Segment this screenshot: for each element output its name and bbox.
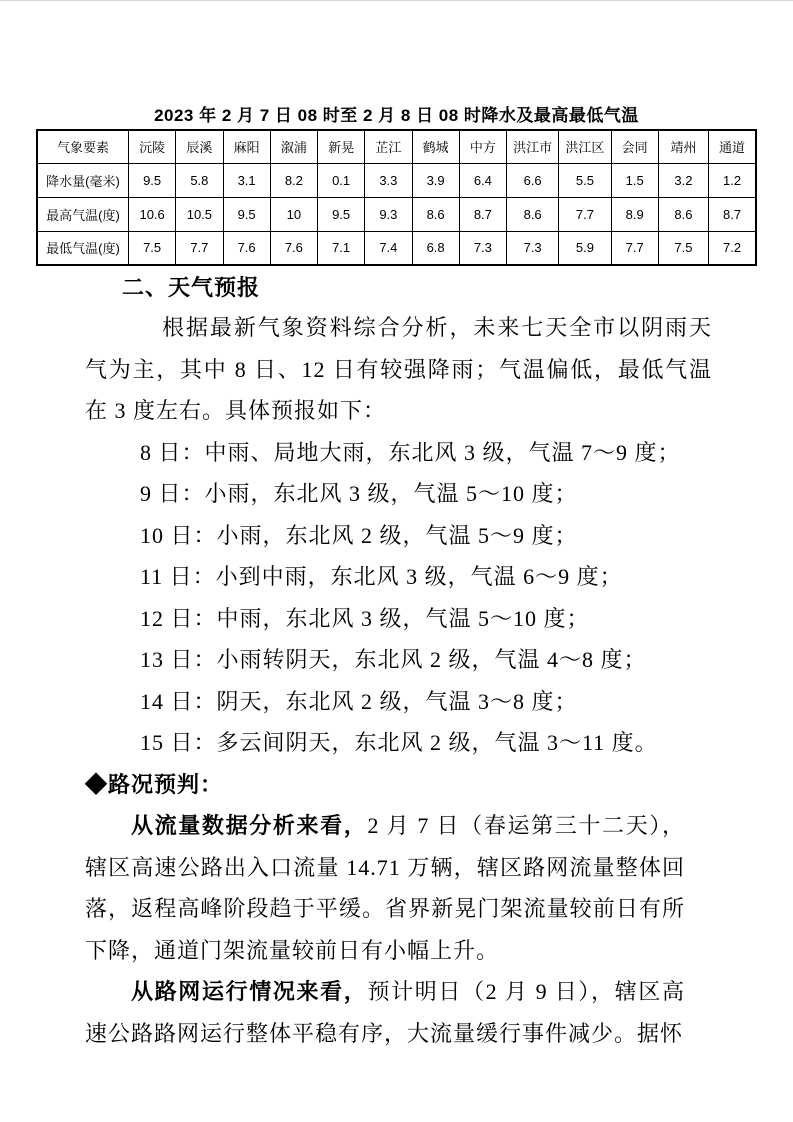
table-header-cell: 辰溪 [176, 130, 223, 163]
table-header-cell: 鹤城 [412, 130, 459, 163]
table-cell: 5.9 [559, 231, 611, 265]
road-paragraph-lead: 从流量数据分析来看， [131, 813, 368, 838]
document-body [85, 273, 712, 1054]
road-paragraph-lead: 从路网运行情况来看， [131, 979, 368, 1004]
forecast-intro: 根据最新气象资料综合分析，未来七天全市以阴雨天气为主，其中 8 日、12 日有较强降雨；气温偏低，最低气温在 3 度左右。具体预报如下： [85, 315, 712, 423]
table-cell: 6.6 [507, 163, 559, 197]
table-cell: 8.9 [611, 197, 658, 231]
forecast-section-heading: 二、天气预报 [122, 275, 261, 300]
table-cell: 8.6 [658, 197, 708, 231]
table-cell: 8.7 [709, 197, 756, 231]
road-paragraph-body: 2 月 7 日（春运第三十二天），辖区高速公路出入口流量 14.71 万辆，辖区路网流量整体回落，返程高峰阶段趋于平缓。省界新晃门架流量较前日有所下降，通道门架流量较前日有小幅上升。 [85, 813, 685, 963]
row-label: 最低气温(度) [37, 231, 129, 265]
table-cell: 9.5 [223, 197, 270, 231]
table-header-cell: 会同 [611, 130, 658, 163]
forecast-daily-item: 8 日：中雨、局地大雨，东北风 3 级，气温 7～9 度； [140, 439, 681, 465]
table-row-precipitation [37, 163, 756, 197]
forecast-daily-item: 9 日：小雨，东北风 3 级，气温 5～10 度； [140, 481, 578, 506]
road-paragraph-body: 预计明日（2 月 9 日），辖区高速公路路网运行整体平稳有序，大流量缓行事件减少。据怀 [85, 979, 685, 1046]
table-cell: 3.2 [658, 163, 708, 197]
table-cell: 1.5 [611, 163, 658, 197]
table-cell: 8.6 [412, 197, 459, 231]
row-label: 最高气温(度) [37, 197, 129, 231]
table-cell: 6.8 [412, 231, 459, 265]
table-cell: 7.2 [709, 231, 756, 265]
table-cell: 7.7 [559, 197, 611, 231]
table-cell: 7.3 [507, 231, 559, 265]
table-cell: 0.1 [318, 163, 365, 197]
table-header-cell: 沅陵 [129, 130, 176, 163]
table-cell: 3.1 [223, 163, 270, 197]
table-header-cell: 靖州 [658, 130, 708, 163]
table-cell: 8.6 [507, 197, 559, 231]
table-cell: 7.3 [459, 231, 506, 265]
table-cell: 8.2 [270, 163, 317, 197]
weather-table [36, 129, 757, 266]
forecast-daily-item: 14 日：阴天，东北风 2 级，气温 3～8 度； [140, 688, 578, 714]
road-section-heading: ◆路况预判： [85, 771, 224, 797]
table-cell: 1.2 [709, 163, 756, 197]
table-cell: 7.6 [270, 231, 317, 265]
table-header-cell: 洪江区 [559, 130, 611, 163]
table-cell: 6.4 [459, 163, 506, 197]
table-cell: 7.5 [658, 231, 708, 265]
table-cell: 10.5 [176, 197, 223, 231]
table-header-cell: 麻阳 [223, 130, 270, 163]
table-title: 2023 年 2 月 7 日 08 时至 2 月 8 日 08 时降水及最高最低气温 [154, 106, 639, 125]
forecast-daily-list [140, 432, 712, 764]
table-header-cell: 气象要素 [37, 130, 129, 163]
table-cell: 3.9 [412, 163, 459, 197]
table-cell: 8.7 [459, 197, 506, 231]
table-row-max-temp [37, 197, 756, 231]
table-cell: 7.5 [129, 231, 176, 265]
road-paragraph-traffic [85, 805, 685, 971]
table-header-cell: 洪江市 [507, 130, 559, 163]
forecast-daily-item: 15 日：多云间阴天，东北风 2 级，气温 3～11 度。 [140, 730, 658, 755]
forecast-daily-item: 11 日：小到中雨，东北风 3 级，气温 6～9 度； [140, 564, 623, 589]
table-cell: 10 [270, 197, 317, 231]
table-header-cell: 新晃 [318, 130, 365, 163]
forecast-daily-item: 13 日：小雨转阴天，东北风 2 级，气温 4～8 度； [140, 647, 647, 672]
table-header-cell: 溆浦 [270, 130, 317, 163]
table-cell: 5.5 [559, 163, 611, 197]
table-cell: 9.3 [365, 197, 412, 231]
forecast-daily-item: 10 日：小雨，东北风 2 级，气温 5～9 度； [140, 522, 578, 548]
table-cell: 9.5 [318, 197, 365, 231]
table-header-cell: 芷江 [365, 130, 412, 163]
table-cell: 7.1 [318, 231, 365, 265]
table-cell: 5.8 [176, 163, 223, 197]
table-cell: 7.6 [223, 231, 270, 265]
table-cell: 10.6 [129, 197, 176, 231]
row-label: 降水量(毫米) [37, 163, 129, 197]
forecast-daily-item: 12 日：中雨，东北风 3 级，气温 5～10 度； [140, 605, 590, 631]
table-header-cell: 中方 [459, 130, 506, 163]
table-header-row [37, 130, 756, 163]
road-paragraph-network [85, 971, 685, 1054]
table-row-min-temp [37, 231, 756, 265]
table-cell: 7.4 [365, 231, 412, 265]
table-cell: 7.7 [176, 231, 223, 265]
table-cell: 3.3 [365, 163, 412, 197]
table-header-cell: 通道 [709, 130, 756, 163]
table-cell: 7.7 [611, 231, 658, 265]
table-cell: 9.5 [129, 163, 176, 197]
